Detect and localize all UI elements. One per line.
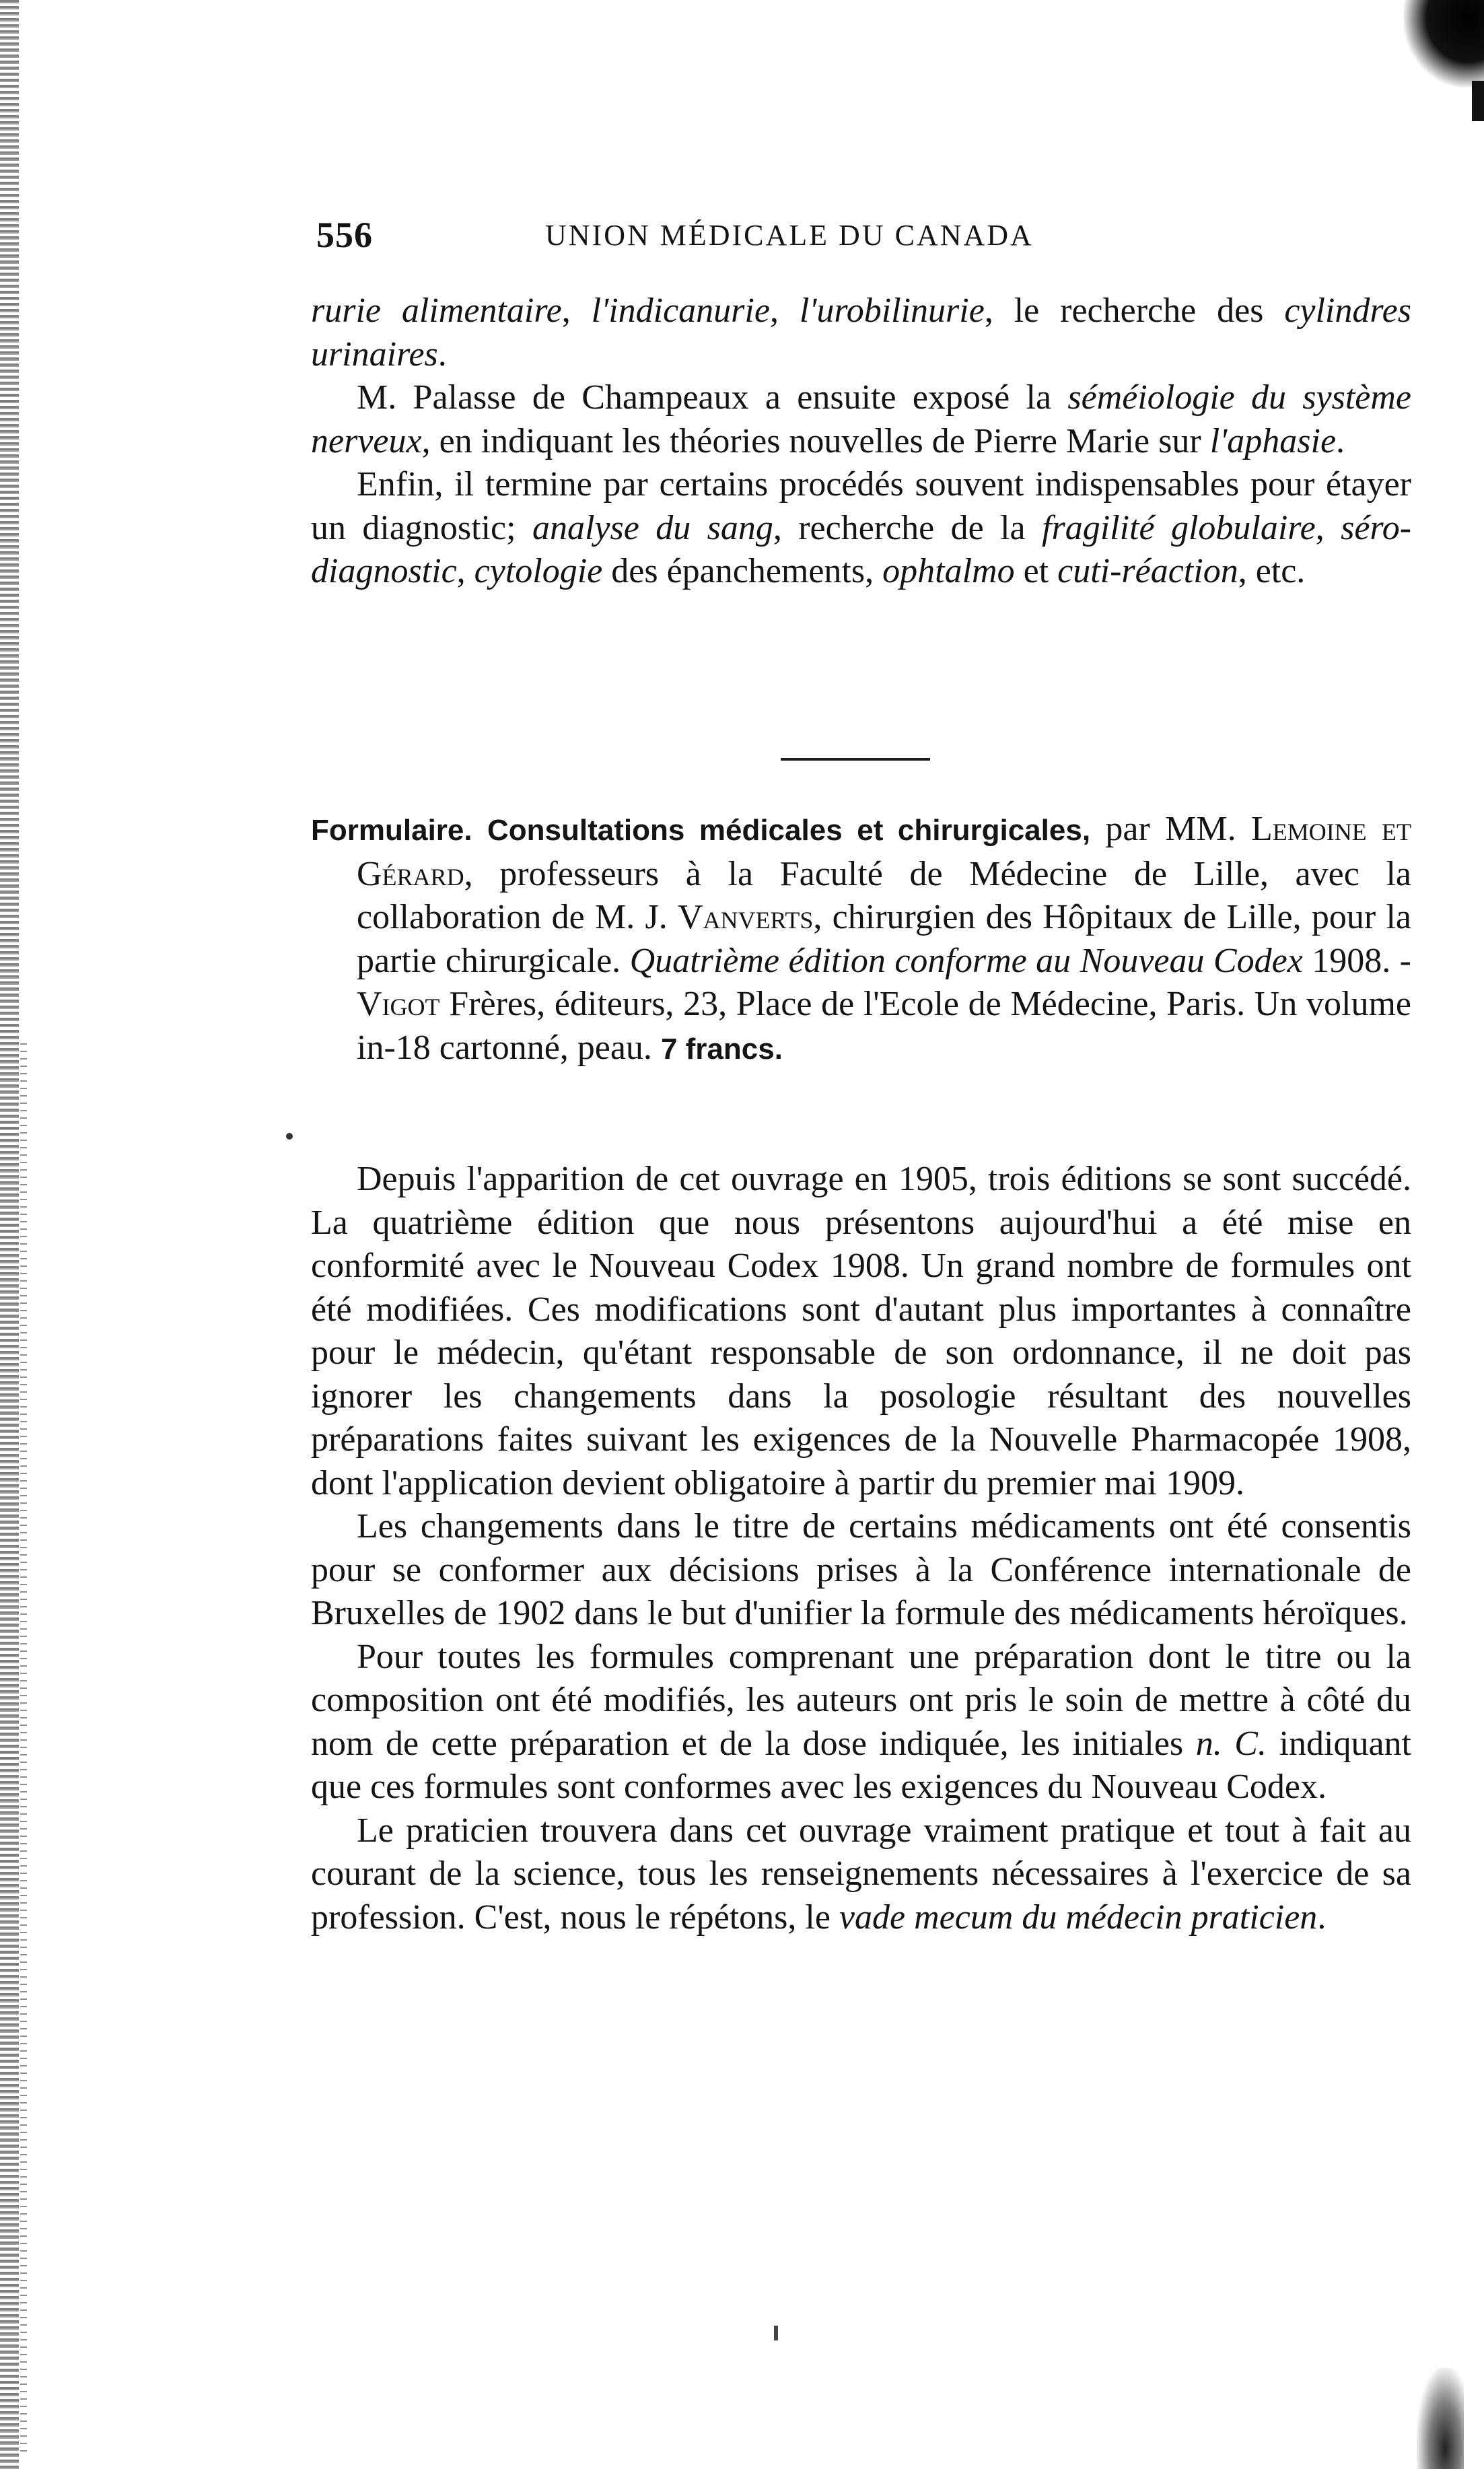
margin-dot xyxy=(286,1133,293,1140)
italic-term: séméiologie du système nerveux xyxy=(311,378,1411,460)
italic-term: vade mecum du médecin praticien xyxy=(839,1898,1318,1937)
collaborator-name: Vanverts xyxy=(677,898,814,936)
italic-term: n. C. xyxy=(1195,1724,1267,1763)
paragraph-codex-initials xyxy=(311,1636,1411,1809)
italic-term: l'urobilinurie xyxy=(799,291,985,330)
italic-term: l'aphasie xyxy=(1209,421,1337,460)
text-run: , etc. xyxy=(1238,552,1306,590)
text-run: , recherche de la xyxy=(773,508,1043,547)
binding-edge-shadow xyxy=(0,0,19,2469)
italic-term: cuti-réaction xyxy=(1057,552,1238,590)
entry-label: Formulaire. xyxy=(311,814,472,847)
paragraph-nervous-system xyxy=(311,376,1411,463)
bibliographic-entry xyxy=(311,808,1411,1071)
binding-edge-marks xyxy=(20,1043,27,2457)
text-run: 1908. - xyxy=(1302,941,1411,980)
text-run: indiquant que ces formules sont conformes avec les exigences du Nouveau Codex. xyxy=(311,1724,1411,1806)
text-run: , chirurgien des Hôpitaux de Lille, pour la partie chirurgicale. xyxy=(357,898,1411,980)
text-run: , professeurs à la Faculté de Médecine de Lille, avec la collaboration de M. J. xyxy=(357,854,1411,936)
scan-blot-top-right xyxy=(1403,0,1484,88)
text-run: , en indiquant les théories nouvelles de Pierre Marie sur xyxy=(421,421,1210,460)
italic-term: ophtalmo xyxy=(882,552,1015,590)
scan-blot-bottom-right xyxy=(1417,2368,1464,2469)
italic-term: cytologie xyxy=(474,552,603,590)
paragraph-urinary-tests xyxy=(311,289,1411,376)
italic-term: rurie alimentaire xyxy=(311,291,562,330)
page-header xyxy=(316,214,1144,268)
text-run: . xyxy=(1317,1898,1327,1937)
edition-note: Quatrième édition conforme au Nouveau Codex xyxy=(629,941,1303,980)
italic-term: séro-diagnostic xyxy=(311,508,1412,590)
paragraph-conclusion xyxy=(311,1809,1411,1940)
text-run: , xyxy=(561,291,592,330)
book-review-entry xyxy=(311,808,1411,1071)
text-run: Pour toutes les formules comprenant une préparation dont le titre ou la composition ont été modifiés, les auteurs ont pris le soin de mettre à côté du nom de cette préparation et de la dose indiquée, les initiales xyxy=(311,1637,1411,1763)
text-run: Enfin, il termine par certains procédés souvent indispensables pour étayer un diagnostic; xyxy=(311,465,1411,547)
scan-blot-top-edge xyxy=(1472,81,1484,121)
publisher-name: Vigot xyxy=(357,985,440,1023)
text-run: des épanchements, xyxy=(602,552,883,590)
italic-term: analyse du sang xyxy=(532,508,773,547)
entry-title: Consultations médicales et chirurgicales, xyxy=(487,814,1091,847)
paragraph-brussels-conference: Les changements dans le titre de certains médicaments ont été consentis pour se conformer aux décisions prises à la Conférence internationale de Bruxelles de 1902 dans le but d'unifier la formule des médicaments héroïques. xyxy=(311,1507,1411,1632)
review-body xyxy=(311,1158,1411,1939)
italic-term: fragilité globulaire xyxy=(1042,508,1316,547)
paragraph-edition-history: Depuis l'apparition de cet ouvrage en 1905, trois éditions se sont succédé. La quatrième édition que nous présentons aujourd'hui a été mise en conformité avec le Nouveau Codex 1908. Un grand nombre de formules ont été modifiées. Ces modifications sont d'autant plus importantes à connaître pour le médecin, qu'étant responsable de son ordonnance, il ne doit pas ignorer les changements dans la posologie résultant des nouvelles préparations faites suivant les exigences de la Nouvelle Pharmacopée 1908, dont l'application devient obligatoire à partir du premier mai 1909. xyxy=(311,1160,1411,1502)
text-run: , xyxy=(456,552,474,590)
text-run: . xyxy=(1336,421,1345,460)
italic-term: cylindres urinaires xyxy=(311,291,1411,374)
paragraph-diagnostic-procedures xyxy=(311,463,1411,594)
italic-term: l'indicanurie xyxy=(591,291,770,330)
text-run: et xyxy=(1014,552,1058,590)
text-run: Frères, éditeurs, 23, Place de l'Ecole de Médecine, Paris. Un volume in-18 cartonné, peau. xyxy=(357,985,1411,1067)
stray-ink-mark xyxy=(774,2326,778,2340)
section-divider-rule xyxy=(781,758,930,761)
text-run: , le recherche des xyxy=(984,291,1285,330)
author-names: Lemoine et Gérard xyxy=(357,810,1411,893)
text-run: . xyxy=(437,335,447,374)
text-run: , xyxy=(1315,508,1341,547)
text-run: M. Palasse de Champeaux a ensuite exposé la xyxy=(357,378,1068,417)
continued-section xyxy=(311,289,1411,594)
running-title: UNION MÉDICALE DU CANADA xyxy=(545,219,1034,252)
text-run: par MM. xyxy=(1090,810,1251,848)
price-label: 7 francs. xyxy=(660,1032,783,1066)
page-number: 556 xyxy=(316,215,373,255)
text-run: , xyxy=(769,291,800,330)
text-run: Le praticien trouvera dans cet ouvrage vraiment pratique et tout à fait au courant de la science, tous les renseignements nécessaires à l'exercice de sa profession. C'est, nous le répétons, le xyxy=(311,1811,1411,1937)
